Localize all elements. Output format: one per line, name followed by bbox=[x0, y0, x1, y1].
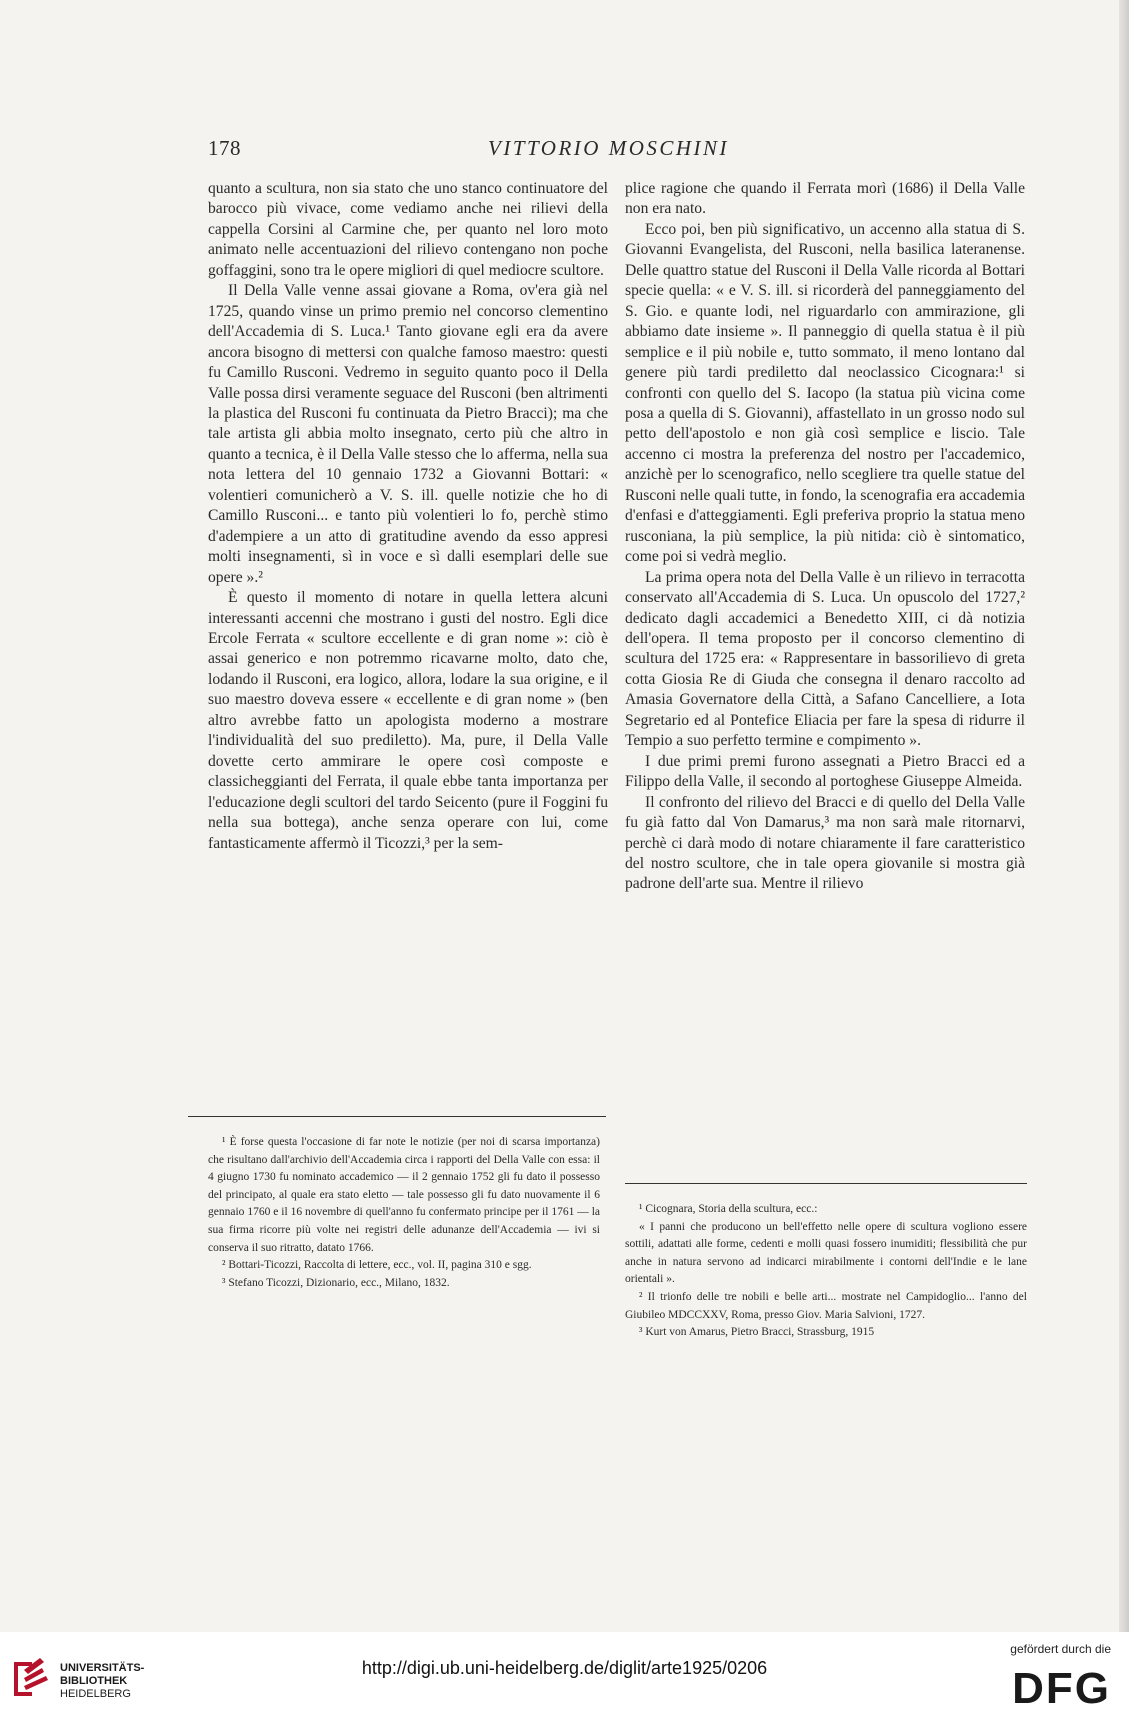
footnote: ² Il trionfo delle tre nobili e belle arti... mostrate nel Campidoglio... l'anno del Giubileo MDCCXXV, Roma, presso Giov. Maria Salvioni, 1727. bbox=[625, 1290, 1027, 1321]
paragraph: plice ragione che quando il Ferrata morì (1686) il Della Valle non era nato. bbox=[625, 180, 1025, 218]
footnote: ² Bottari-Ticozzi, Raccolta di lettere, ecc., vol. II, pagina 310 e sgg. bbox=[222, 1259, 532, 1272]
footnotes-right bbox=[625, 1201, 1027, 1342]
footnote: « I panni che producono un bell'effetto nelle opere di scultura vogliono essere sottili, adattati alle forme, cedenti e molli quasi fossero inumiditi; flessibilità che pur anche in natura servono ad indicarci mirabilmente i contorni dell'Indie e le lane orientali ». bbox=[625, 1220, 1027, 1286]
right-column bbox=[625, 179, 1025, 895]
paragraph: È questo il momento di notare in quella lettera alcuni interessanti accenni che mostrano i gusti del nostro. Egli dice Ercole Ferrata « scultore eccellente e di gran nome »: ciò è assai generico e non potremmo ricavarne molto, dato che, lodando il Rusconi, era logico, allora, lodare la sua origine, e il suo maestro doveva essere « eccellente e di gran nome » (ben altro avrebbe fatto un apologista moderno a mostrare l'individualità del suo prediletto). Ma, pure, il Della Valle dovette certo ammirare le opere così composte e classicheggianti del Ferrata, il quale ebbe tanta importanza per l'educazione degli scultori del tardo Seicento (pure il Foggini fu nella sua bottega), anche senza operare con lui, come fantasticamente affermò il Ticozzi,³ per la sem- bbox=[208, 589, 608, 852]
footnote: ³ Kurt von Amarus, Pietro Bracci, Strassburg, 1915 bbox=[639, 1326, 875, 1339]
page-number: 178 bbox=[208, 136, 241, 160]
funder-block bbox=[991, 1642, 1111, 1722]
paragraph: I due primi premi furono assegnati a Pietro Bracci ed a Filippo della Valle, il secondo al portoghese Giuseppe Almeida. bbox=[625, 752, 1025, 791]
permalink-url[interactable]: http://digi.ub.uni-heidelberg.de/diglit/arte1925/0206 bbox=[361, 1658, 768, 1678]
paragraph: La prima opera nota del Della Valle è un rilievo in terracotta conservato all'Accademia di S. Luca. Un opuscolo del 1727,² dedicato dagli accademici a Benedetto XIII, ci dà notizia dell'opera. Il tema proposto per il concorso clementino di scultura del 1725 era: « Rappresentare in bassorilievo di greta cotta Giosia Re di Giuda che consegna il denaro raccolto ad Amasia Governatore della Città, a Safano Cancelliere, a Iota Segretario ed al Pontefice Eliacia per fare la spesa di ridurre il Tempio a suo perfetto termine e compimento ». bbox=[625, 568, 1025, 750]
left-column bbox=[208, 179, 608, 854]
footnote: ³ Stefano Ticozzi, Dizionario, ecc., Milano, 1832. bbox=[222, 1276, 450, 1289]
footnote: ¹ È forse questa l'occasione di far note le notizie (per noi di scarsa importanza) che risultano dall'archivio dell'Accademia circa i rapporti del Della Valle con essa: il 4 giugno 1730 fu nominato accademico — il 2 gennaio 1752 gli fu dato il possesso del principato, al quale era stato eletto — tale possesso gli fu dato nuovamente il 6 gennaio 1760 e il 16 novembre di quell'anno fu confermato principe per il 1761 — la sua firma ricorre più volte nei registri delle adunanze dell'Accademia — ivi si conserva il suo ritratto, datato 1766. bbox=[208, 1136, 600, 1254]
page-binding-edge bbox=[1119, 0, 1129, 1632]
dfg-logo[interactable]: DFG bbox=[1012, 1664, 1111, 1713]
footnote-divider bbox=[625, 1183, 1027, 1184]
paragraph: Il Della Valle venne assai giovane a Roma, ov'era già nel 1725, quando vinse un primo premio nel concorso clementino dell'Accademia di S. Luca.¹ Tanto giovane egli era da avere ancora bisogno di mettersi con qualche famoso maestro: questi fu Camillo Rusconi. Vedremo in seguito quanto poco il Della Valle possa dirsi veramente seguace del Rusconi (ben altrimenti la plastica del Rusconi fu continuata da Pietro Bracci); ma che tale artista gli abbia molto insegnato, certo più che altro in quanto a tecnica, è il Della Valle stesso che lo afferma, nella sua nota lettera del 10 gennaio 1732 a Giovanni Bottari: « volentieri comunicherò a V. S. ill. quelle notizie che ho di Camillo Rusconi... e tanto più volentieri lo fo, perchè stimo d'adempiere a un atto di gratitudine avendo da esso appresi molti insegnamenti, sì in voce e sì dalli esemplari delle sue opere ».² bbox=[208, 282, 608, 586]
library-name: UNIVERSITÄTS- BIBLIOTHEK HEIDELBERG bbox=[60, 1662, 145, 1700]
digitization-footer bbox=[0, 1632, 1129, 1725]
footnote: ¹ Cicognara, Storia della scultura, ecc.: bbox=[639, 1203, 818, 1215]
funder-credit: gefördert durch die bbox=[1010, 1642, 1111, 1656]
running-title: VITTORIO MOSCHINI bbox=[488, 136, 730, 160]
footnote-divider bbox=[188, 1116, 606, 1117]
paragraph: quanto a scultura, non sia stato che uno stanco continuatore del barocco più vivace, come vediamo anche nei rilievi della cappella Corsini al Carmine che, per quanto nel loro moto animato nelle accentuazioni del rilievo contengano non poche goffaggini, sono tra le opere migliori di quel mediocre scultore. bbox=[208, 180, 608, 279]
footnotes-left bbox=[208, 1134, 600, 1292]
page-header bbox=[208, 136, 1028, 160]
paragraph: Ecco poi, ben più significativo, un accenno alla statua di S. Giovanni Evangelista, del Rusconi, nella basilica lateranense. Delle quattro statue del Rusconi il Della Valle ricorda al Bottari specie quella: « e V. S. ill. si ricorderà del panneggiamento del S. Gio. e quante lodi, nel riguardarlo con ammirazione, gli abbiamo date insieme ». Il panneggio di quella statua è il più semplice e il più nobile e, tutto sommato, il meno lontano dal genere più tardi prediletto dal neoclassico Cicognara:¹ si confronti con quello del S. Iacopo (la statua più vicina come posa a quella di S. Giovanni), affastellato in un grosso nodo sul petto dell'apostolo e non già così semplice e liscio. Tale accenno ci mostra la preferenza del nostro per l'accademico, anzichè per lo scenografico, nello scegliere tra quelle statue del Rusconi nelle quali tutte, in fondo, la scenografia era accademia d'enfasi e d'atteggiamenti. Egli preferiva proprio la statua meno rusconiana, la più semplice, la più nitida: ciò è sintomatico, come poi si vedrà meglio. bbox=[625, 220, 1025, 566]
paragraph: Il confronto del rilievo del Bracci e di quello del Della Valle fu già fatto dal Von Damarus,³ ma non sarà male ritornarvi, perchè ci darà modo di notare chiaramente il fare caratteristico del nostro scultore, che in tale opera giovanile si mostra già padrone dell'arte sua. Mentre il rilievo bbox=[625, 793, 1025, 893]
